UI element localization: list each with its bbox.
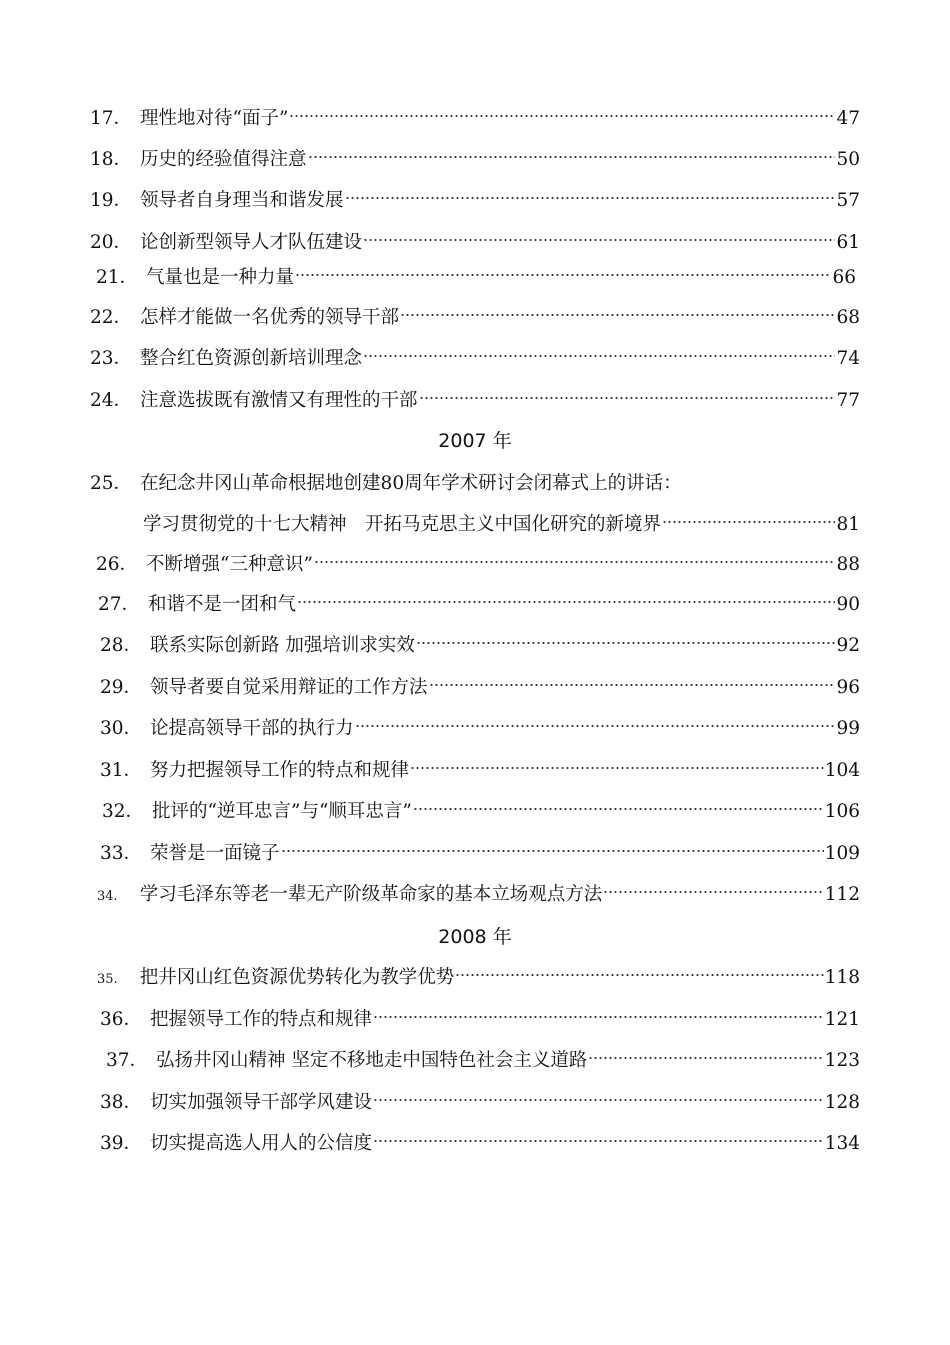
entry-number: 38．	[100, 1092, 143, 1113]
toc-entry-28[interactable]	[100, 631, 860, 661]
toc-entry-31[interactable]	[100, 756, 860, 786]
toc-entry-29[interactable]	[100, 673, 860, 703]
entry-number: 37．	[106, 1050, 149, 1071]
toc-entry-38[interactable]	[100, 1088, 860, 1118]
entry-title: 领导者自身理当和谐发展	[140, 190, 344, 211]
dot-leader	[289, 113, 835, 119]
toc-entry-26[interactable]	[96, 550, 860, 580]
dot-leader	[355, 723, 836, 729]
entry-number: 39．	[100, 1133, 143, 1154]
entry-title: 注意选拔既有激情又有理性的干部	[140, 390, 418, 411]
entry-page-number: 81	[836, 514, 860, 535]
toc-entry-30[interactable]	[100, 714, 860, 744]
entry-page-number: 121	[824, 1009, 860, 1030]
entry-number: 30．	[100, 718, 143, 739]
entry-title: 努力把握领导工作的特点和规律	[150, 760, 410, 781]
toc-entry-20[interactable]	[90, 228, 860, 258]
dot-leader	[295, 272, 831, 278]
dot-leader	[373, 1014, 824, 1020]
dot-leader	[373, 1138, 824, 1144]
entry-title-continued: 学习贯彻党的十七大精神 开拓马克思主义中国化研究的新境界	[143, 514, 662, 535]
entry-title: 切实提高选人用人的公信度	[150, 1133, 373, 1154]
entry-title: 整合红色资源创新培训理念	[140, 348, 363, 369]
toc-entry-19[interactable]	[90, 186, 860, 216]
entry-title: 弘扬井冈山精神 坚定不移地走中国特色社会主义道路	[156, 1050, 588, 1071]
dot-leader	[588, 1055, 823, 1061]
year-heading-2007: 2007 年	[438, 430, 512, 452]
entry-title: 和谐不是一团和气	[148, 594, 297, 615]
entry-title: 领导者要自觉采用辩证的工作方法	[150, 677, 428, 698]
entry-title: 气量也是一种力量	[146, 267, 295, 288]
year-heading-2008: 2008 年	[438, 926, 512, 948]
dot-leader	[413, 806, 824, 812]
entry-number: 27．	[98, 594, 141, 615]
dot-leader	[455, 972, 823, 978]
entry-page-number: 88	[836, 554, 860, 575]
toc-entry-33[interactable]	[100, 839, 860, 869]
entry-title: 荣誉是一面镜子	[150, 843, 280, 864]
entry-page-number: 104	[824, 760, 860, 781]
dot-leader	[662, 519, 835, 525]
toc-entry-22[interactable]	[90, 303, 860, 333]
dot-leader	[345, 195, 836, 201]
entry-number: 35.	[97, 972, 118, 987]
entry-number: 17．	[90, 108, 133, 129]
entry-page-number: 96	[836, 677, 860, 698]
dot-leader	[603, 889, 823, 895]
entry-number: 19．	[90, 190, 133, 211]
toc-entry-23[interactable]	[90, 344, 860, 374]
toc-entry-36[interactable]	[100, 1005, 860, 1035]
entry-number: 28．	[100, 635, 143, 656]
entry-page-number: 123	[824, 1050, 860, 1071]
entry-title: 怎样才能做一名优秀的领导干部	[140, 307, 400, 328]
entry-page-number: 128	[824, 1092, 860, 1113]
dot-leader	[363, 237, 835, 243]
entry-title: 不断增强“三种意识”	[146, 554, 313, 575]
entry-title: 切实加强领导干部学风建设	[150, 1092, 373, 1113]
entry-title: 在纪念井冈山革命根据地创建80周年学术研讨会闭幕式上的讲话：	[140, 473, 682, 494]
entry-number: 18．	[90, 149, 133, 170]
entry-number: 23．	[90, 348, 133, 369]
dot-leader	[429, 682, 836, 688]
entry-page-number: 92	[836, 635, 860, 656]
entry-number: 21．	[96, 267, 139, 288]
toc-entry-32[interactable]	[102, 797, 860, 827]
toc-entry-17[interactable]	[90, 104, 860, 134]
dot-leader	[400, 312, 835, 318]
entry-page-number: 68	[836, 307, 860, 328]
toc-entry-37[interactable]	[106, 1046, 860, 1076]
toc-entry-25-line1[interactable]	[90, 469, 682, 499]
dot-leader	[416, 640, 836, 646]
entry-page-number: 57	[836, 190, 860, 211]
dot-leader	[308, 154, 836, 160]
entry-title: 历史的经验值得注意	[140, 149, 307, 170]
entry-title: 理性地对待“面子”	[140, 108, 289, 129]
toc-entry-24[interactable]	[90, 386, 860, 416]
toc-entry-34[interactable]	[97, 880, 860, 910]
toc-entry-35[interactable]	[97, 963, 860, 993]
entry-title: 联系实际创新路 加强培训求实效	[150, 635, 415, 656]
entry-page-number: 112	[824, 884, 860, 905]
entry-number: 20．	[90, 232, 133, 253]
entry-number: 24．	[90, 390, 133, 411]
entry-number: 25．	[90, 473, 133, 494]
entry-title: 论创新型领导人才队伍建设	[140, 232, 363, 253]
entry-page-number: 66	[832, 267, 856, 288]
entry-number: 26．	[96, 554, 139, 575]
entry-number: 29．	[100, 677, 143, 698]
entry-title: 把井冈山红色资源优势转化为教学优势	[139, 967, 455, 988]
toc-entry-18[interactable]	[90, 145, 860, 175]
dot-leader	[297, 599, 835, 605]
entry-number: 34.	[97, 889, 118, 904]
entry-title: 把握领导工作的特点和规律	[150, 1009, 373, 1030]
entry-title: 论提高领导干部的执行力	[150, 718, 354, 739]
dot-leader	[281, 848, 824, 854]
entry-page-number: 118	[824, 967, 860, 988]
dot-leader	[373, 1097, 824, 1103]
entry-number: 36．	[100, 1009, 143, 1030]
entry-page-number: 99	[836, 718, 860, 739]
dot-leader	[410, 765, 824, 771]
entry-number: 32．	[102, 801, 145, 822]
entry-page-number: 134	[824, 1133, 860, 1154]
dot-leader	[314, 559, 835, 565]
entry-page-number: 61	[836, 232, 860, 253]
toc-entry-21[interactable]	[96, 263, 856, 293]
entry-number: 22．	[90, 307, 133, 328]
entry-page-number: 77	[836, 390, 860, 411]
entry-title: 批评的“逆耳忠言”与“顺耳忠言”	[152, 801, 412, 822]
entry-page-number: 109	[824, 843, 860, 864]
entry-page-number: 50	[836, 149, 860, 170]
toc-entry-25-line2[interactable]	[143, 510, 860, 540]
entry-page-number: 47	[836, 108, 860, 129]
entry-number: 31．	[100, 760, 143, 781]
entry-page-number: 74	[836, 348, 860, 369]
entry-title: 学习毛泽东等老一辈无产阶级革命家的基本立场观点方法	[139, 884, 603, 905]
toc-entry-27[interactable]	[98, 590, 860, 620]
dot-leader	[419, 395, 836, 401]
entry-page-number: 90	[836, 594, 860, 615]
entry-page-number: 106	[824, 801, 860, 822]
dot-leader	[363, 353, 835, 359]
toc-entry-39[interactable]	[100, 1129, 860, 1159]
entry-number: 33．	[100, 843, 143, 864]
